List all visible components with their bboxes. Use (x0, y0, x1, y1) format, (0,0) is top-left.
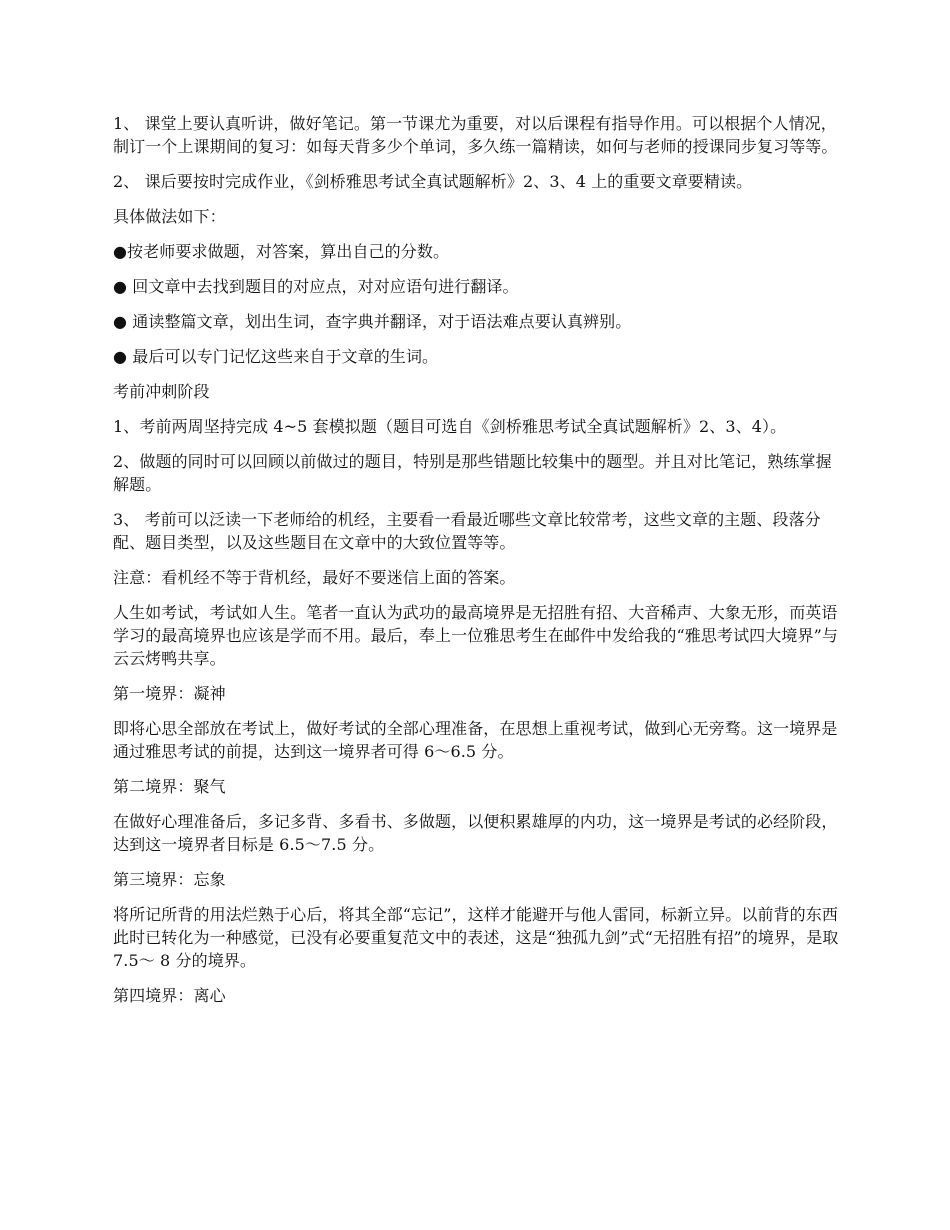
bullet-item-memorize: ● 最后可以专门记忆这些来自于文章的生词。 (113, 347, 439, 366)
paragraph-review-mistakes: 2、做题的同时可以回顾以前做过的题目，特别是那些错题比较集中的题型。并且对比笔记，熟练掌握解题。 (113, 452, 832, 494)
bullet-item-translate: ● 回文章中去找到题目的对应点，对对应语句进行翻译。 (113, 277, 519, 296)
heading-realm-1: 第一境界：凝神 (113, 684, 226, 703)
section-heading-sprint: 考前冲刺阶段 (113, 382, 210, 401)
paragraph-homework: 2、 课后要按时完成作业，《剑桥雅思考试全真试题解析》2、3、4 上的重要文章要精读。 (113, 172, 753, 191)
bullet-item-read-through: ● 通读整篇文章，划出生词，查字典并翻译，对于语法难点要认真辨别。 (113, 312, 632, 331)
paragraph-realm-2: 在做好心理准备后，多记多背、多看书、多做题，以便积累雄厚的内功，这一境界是考试的必经阶段，达到这一境界者目标是 6.5～7.5 分。 (113, 812, 838, 854)
paragraph-past-papers: 3、 考前可以泛读一下老师给的机经，主要看一看最近哪些文章比较常考，这些文章的主题、段落分配、题目类型，以及这些题目在文章中的大致位置等等。 (113, 510, 821, 552)
paragraph-caution: 注意：看机经不等于背机经，最好不要迷信上面的答案。 (113, 568, 516, 587)
paragraph-realm-3: 将所记所背的用法烂熟于心后，将其全部“忘记”，这样才能避开与他人雷同，标新立异。以前背的东西此时已转化为一种感觉，已没有必要重复范文中的表述，这是“独孤九剑”式“无招胜有招”的境界，是取 7.5～ 8 分的境界。 (113, 905, 839, 970)
document-page (113, 112, 843, 1019)
heading-realm-3: 第三境界：忘象 (113, 870, 226, 889)
heading-realm-2: 第二境界：聚气 (113, 777, 226, 796)
paragraph-method-heading: 具体做法如下： (113, 207, 226, 226)
paragraph-mock-tests: 1、考前两周坚持完成 4~5 套模拟题（题目可选自《剑桥雅思考试全真试题解析》2、3、4）。 (113, 417, 787, 436)
heading-realm-4: 第四境界：离心 (113, 986, 226, 1005)
paragraph-realm-1: 即将心思全部放在考试上，做好考试的全部心理准备，在思想上重视考试，做到心无旁骛。这一境界是通过雅思考试的前提，达到这一境界者可得 6～6.5 分。 (113, 719, 838, 761)
paragraph-note-taking: 1、 课堂上要认真听讲，做好笔记。第一节课尤为重要，对以后课程有指导作用。可以根据个人情况，制订一个上课期间的复习：如每天背多少个单词，多久练一篇精读，如何与老师的授课同步复习等等。 (113, 114, 838, 156)
bullet-item-score: ●按老师要求做题，对答案，算出自己的分数。 (113, 242, 450, 261)
paragraph-life-exam: 人生如考试，考试如人生。笔者一直认为武功的最高境界是无招胜有招、大音稀声、大象无形，而英语学习的最高境界也应该是学而不用。最后，奉上一位雅思考生在邮件中发给我的“雅思考试四大境界”与云云烤鸭共享。 (113, 603, 838, 668)
